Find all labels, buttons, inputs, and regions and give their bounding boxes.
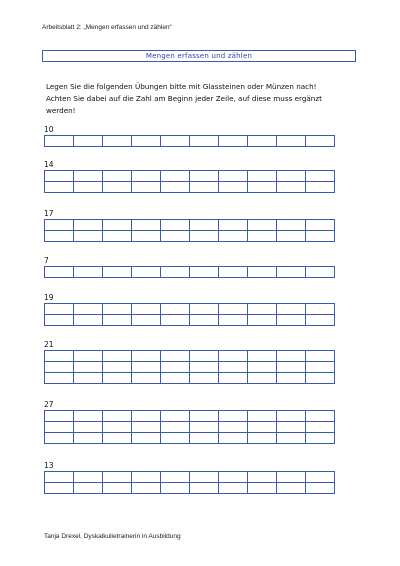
grid-cell [74,304,103,315]
grid-cell [45,433,74,444]
grid-cell [103,373,132,384]
grid-cell [190,362,219,373]
grid-cell [74,231,103,242]
grid-cell [277,483,306,494]
grid-cell [161,411,190,422]
grid-cell [103,472,132,483]
exercise-block [44,400,335,444]
grid-cell [132,304,161,315]
grid-cell [132,171,161,182]
grid-row [45,433,335,444]
grid-row [45,422,335,433]
grid-cell [103,483,132,494]
grid-cell [219,267,248,278]
exercise-number: 14 [44,160,54,169]
grid-cell [103,315,132,326]
grid-cell [219,171,248,182]
grid-cell [306,483,335,494]
grid-cell [161,304,190,315]
exercise-number: 17 [44,209,54,218]
grid-cell [306,373,335,384]
grid-cell [190,422,219,433]
grid-cell [132,472,161,483]
grid-cell [103,136,132,147]
grid-cell [161,315,190,326]
grid-cell [132,231,161,242]
grid-row [45,220,335,231]
grid-row [45,304,335,315]
grid-cell [132,182,161,193]
instruction-line: Legen Sie die folgenden Übungen bitte mit Glassteinen oder Münzen nach! [46,82,317,91]
grid-cell [103,231,132,242]
worksheet-title-box [42,50,356,62]
grid-cell [277,182,306,193]
grid-cell [45,472,74,483]
exercise-block [44,125,335,147]
grid-cell [248,315,277,326]
grid-cell [74,422,103,433]
counting-grid [44,135,335,147]
exercise-block [44,461,335,494]
counting-grid [44,219,335,242]
grid-cell [306,220,335,231]
grid-cell [190,315,219,326]
grid-cell [161,171,190,182]
grid-cell [161,362,190,373]
grid-cell [219,472,248,483]
grid-cell [45,373,74,384]
grid-cell [161,422,190,433]
grid-cell [74,483,103,494]
grid-cell [161,351,190,362]
grid-cell [277,220,306,231]
grid-cell [248,433,277,444]
grid-cell [45,231,74,242]
grid-cell [219,315,248,326]
grid-cell [190,267,219,278]
grid-cell [277,315,306,326]
grid-cell [277,422,306,433]
grid-cell [132,433,161,444]
grid-cell [45,422,74,433]
counting-grid [44,410,335,444]
exercise-block [44,293,335,326]
grid-cell [306,351,335,362]
grid-cell [132,267,161,278]
exercise-block [44,256,335,278]
exercise-number: 13 [44,461,54,470]
counting-grid [44,303,335,326]
grid-cell [74,411,103,422]
grid-cell [161,373,190,384]
grid-cell [190,220,219,231]
grid-cell [74,373,103,384]
exercise-block [44,340,335,384]
grid-cell [219,483,248,494]
grid-cell [190,483,219,494]
grid-row [45,483,335,494]
grid-cell [248,171,277,182]
grid-cell [306,472,335,483]
grid-row [45,315,335,326]
grid-cell [132,220,161,231]
grid-cell [306,411,335,422]
grid-cell [277,472,306,483]
grid-cell [277,267,306,278]
grid-cell [248,351,277,362]
grid-cell [103,182,132,193]
grid-cell [132,483,161,494]
grid-cell [306,231,335,242]
grid-cell [45,182,74,193]
grid-cell [219,362,248,373]
grid-cell [74,136,103,147]
grid-cell [248,411,277,422]
grid-cell [277,433,306,444]
grid-cell [45,362,74,373]
grid-row [45,231,335,242]
grid-cell [45,267,74,278]
exercise-number: 7 [44,256,49,265]
grid-cell [219,373,248,384]
grid-cell [277,362,306,373]
grid-cell [161,433,190,444]
grid-cell [248,267,277,278]
grid-cell [190,472,219,483]
grid-cell [45,483,74,494]
grid-row [45,411,335,422]
grid-cell [161,267,190,278]
grid-cell [74,351,103,362]
grid-cell [103,171,132,182]
grid-cell [74,362,103,373]
grid-cell [277,304,306,315]
grid-cell [248,483,277,494]
grid-cell [45,351,74,362]
grid-cell [306,315,335,326]
grid-row [45,136,335,147]
grid-cell [45,411,74,422]
grid-cell [103,267,132,278]
grid-cell [74,472,103,483]
grid-row [45,351,335,362]
grid-cell [103,362,132,373]
grid-cell [219,411,248,422]
instruction-line: Achten Sie dabei auf die Zahl am Beginn jeder Zeile, auf diese muss ergänzt [46,94,322,103]
grid-cell [306,304,335,315]
grid-cell [45,136,74,147]
grid-cell [306,362,335,373]
grid-cell [248,373,277,384]
grid-cell [161,231,190,242]
grid-cell [103,351,132,362]
grid-cell [74,267,103,278]
grid-cell [132,422,161,433]
grid-cell [248,422,277,433]
grid-cell [248,472,277,483]
grid-cell [248,304,277,315]
grid-row [45,267,335,278]
grid-cell [103,304,132,315]
grid-cell [248,362,277,373]
grid-cell [161,182,190,193]
counting-grid [44,350,335,384]
grid-cell [306,182,335,193]
grid-cell [132,373,161,384]
grid-cell [277,136,306,147]
grid-cell [219,182,248,193]
grid-cell [190,433,219,444]
counting-grid [44,471,335,494]
grid-cell [161,220,190,231]
grid-cell [74,220,103,231]
instruction-line: werden! [46,106,76,115]
grid-row [45,182,335,193]
grid-cell [45,304,74,315]
grid-cell [306,136,335,147]
exercise-number: 10 [44,125,54,134]
grid-cell [132,315,161,326]
grid-cell [219,433,248,444]
grid-cell [45,171,74,182]
grid-cell [277,171,306,182]
grid-cell [277,231,306,242]
grid-cell [306,433,335,444]
grid-cell [248,136,277,147]
grid-cell [132,362,161,373]
grid-cell [277,411,306,422]
grid-cell [190,136,219,147]
grid-cell [248,220,277,231]
grid-cell [306,422,335,433]
grid-cell [161,136,190,147]
grid-cell [190,171,219,182]
counting-grid [44,266,335,278]
grid-cell [132,136,161,147]
counting-grid [44,170,335,193]
grid-cell [103,433,132,444]
grid-row [45,171,335,182]
grid-cell [103,220,132,231]
grid-cell [45,220,74,231]
worksheet-footer: Tanja Drexel, Dyskalkulietrainerin in Ausbildung [44,533,181,540]
exercise-block [44,160,335,193]
grid-row [45,472,335,483]
grid-cell [277,351,306,362]
grid-cell [190,351,219,362]
grid-row [45,362,335,373]
grid-cell [74,433,103,444]
grid-cell [219,304,248,315]
grid-cell [74,171,103,182]
grid-cell [248,231,277,242]
grid-cell [45,315,74,326]
grid-cell [190,182,219,193]
grid-cell [132,411,161,422]
grid-cell [219,351,248,362]
worksheet-header: Arbeitsblatt 2: „Mengen erfassen und zählen“ [42,24,172,31]
grid-cell [190,411,219,422]
grid-cell [277,373,306,384]
grid-cell [74,182,103,193]
grid-cell [103,422,132,433]
exercise-number: 21 [44,340,54,349]
instructions [46,81,366,117]
exercise-block [44,209,335,242]
grid-cell [219,422,248,433]
grid-cell [219,231,248,242]
exercise-number: 27 [44,400,54,409]
grid-cell [248,182,277,193]
grid-cell [161,483,190,494]
worksheet-title: Mengen erfassen und zählen [145,52,253,60]
grid-cell [219,220,248,231]
grid-cell [190,373,219,384]
grid-cell [190,231,219,242]
grid-cell [306,171,335,182]
grid-cell [74,315,103,326]
grid-cell [161,472,190,483]
grid-cell [190,304,219,315]
grid-cell [219,136,248,147]
grid-row [45,373,335,384]
grid-cell [132,351,161,362]
exercise-number: 19 [44,293,54,302]
grid-cell [306,267,335,278]
grid-cell [103,411,132,422]
